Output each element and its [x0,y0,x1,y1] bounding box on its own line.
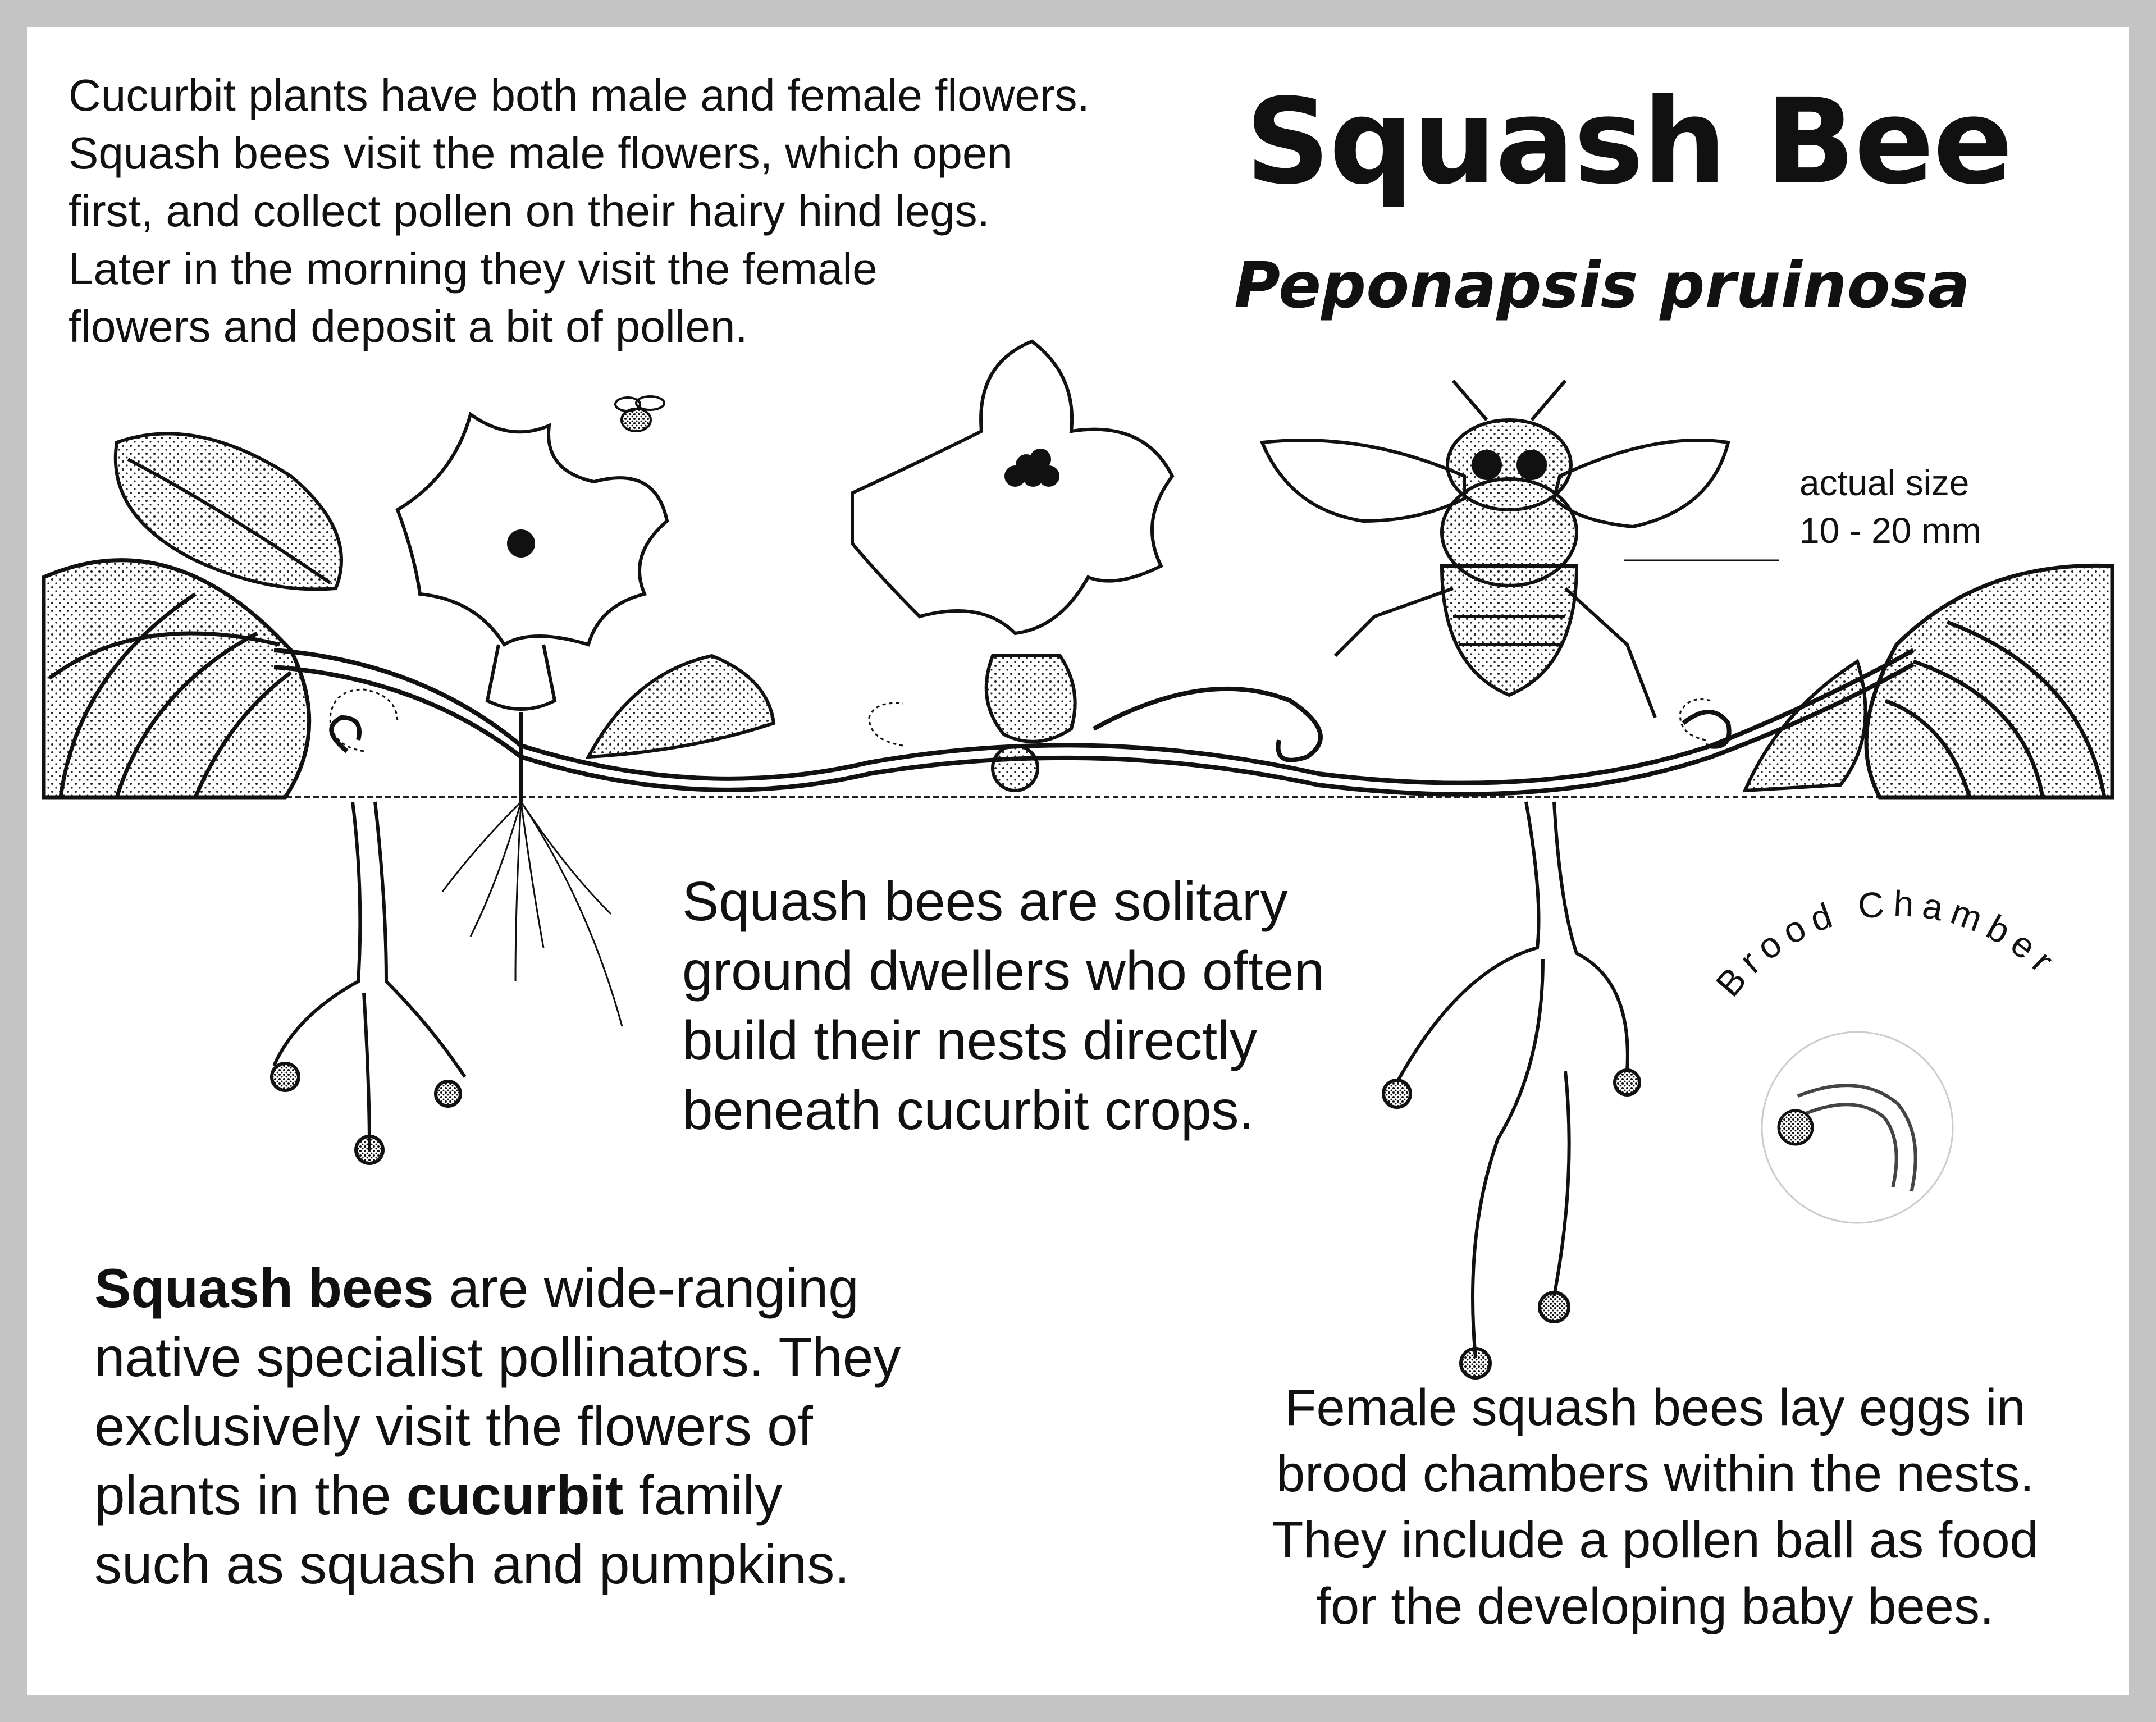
specialist-bold-1: Squash bees [94,1257,434,1319]
specialist-bold-2: cucurbit [406,1464,624,1526]
brood-text: Female squash bees lay eggs in brood chambers within the nests. They include a pollen ball as food for the developing baby bees. [1272,1379,2039,1635]
brood-chamber-label: Brood Chamber [1707,883,2067,1004]
specialist-part-2: family such as squash and pumpkins. [94,1464,850,1595]
nest-text: Squash bees are solitary ground dwellers who often build their nests directly beneath cucurbit crops. [682,870,1325,1141]
intro-text: Cucurbit plants have both male and female flowers. Squash bees visit the male flowers, which open first, and collect pollen on their hairy hind legs. Later in the morning they visit the female flowers and deposit a bit of pollen. [68,70,1090,351]
big-bee-drawing [1262,381,1728,718]
actual-size-label: actual size [1799,463,1970,503]
scientific-name: Peponapsis pruinosa [1234,249,1970,322]
actual-size-range: 10 - 20 mm [1799,510,1981,551]
specialist-text [94,1254,1021,1599]
right-pumpkin-drawing [1866,565,2112,797]
specialist-part-1: are wide-ranging native specialist pollinators. They exclusively visit the flowers of plants in the [94,1257,901,1526]
female-flower-drawing [852,341,1172,791]
small-bee-drawing [615,396,664,431]
left-pumpkin-drawing [44,560,309,797]
actual-size-note [1799,459,2024,555]
left-nest-tunnel-drawing [272,802,465,1163]
brood-chamber-drawing [1762,1032,1953,1223]
poster [27,27,2129,1695]
title: Squash Bee [1245,73,2012,211]
leaves-drawing [116,433,1866,791]
roots-drawing [442,802,622,1026]
